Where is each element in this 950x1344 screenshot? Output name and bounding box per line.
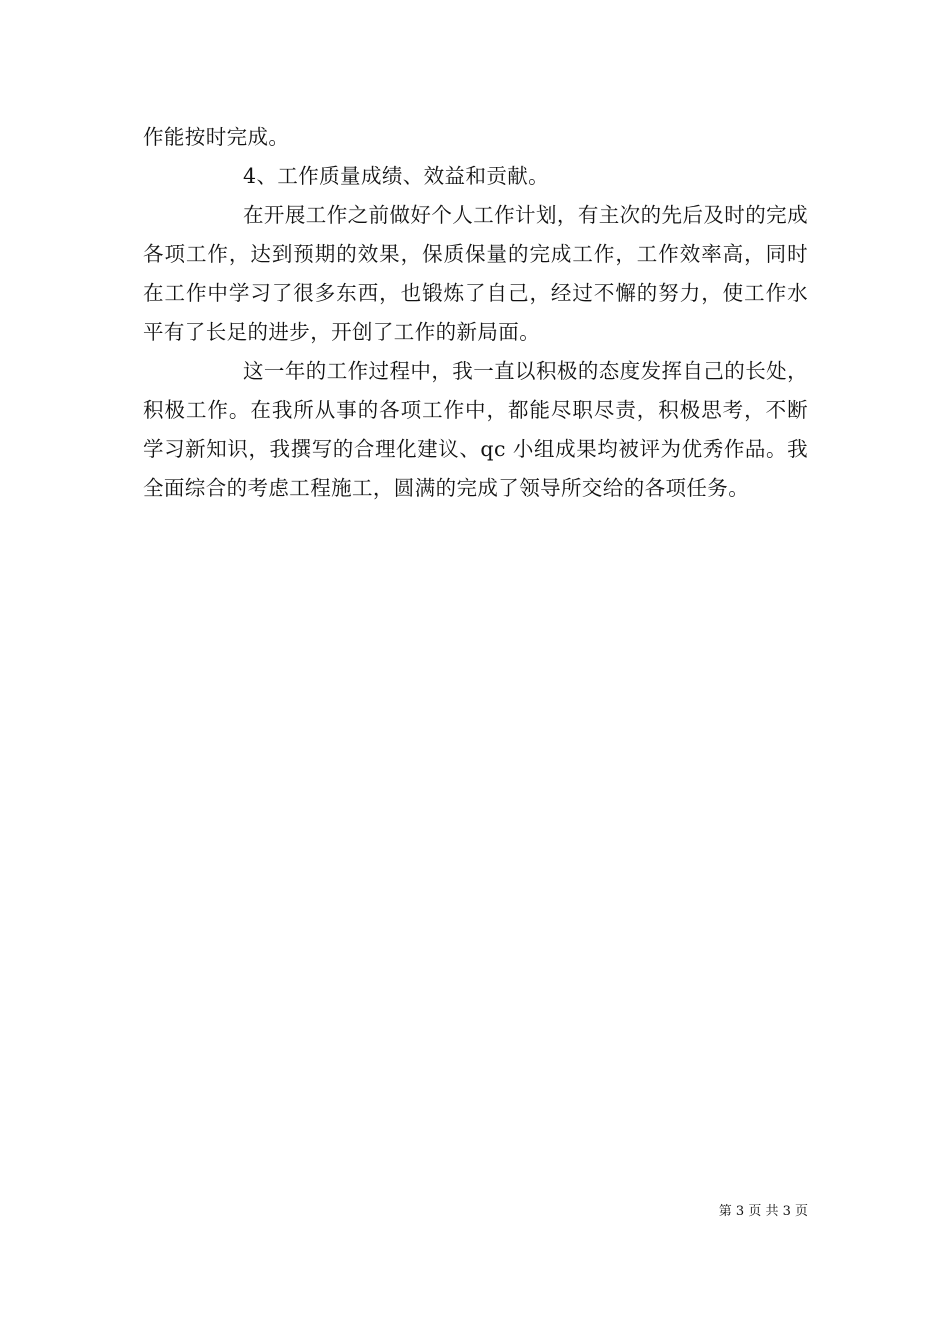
document-body xyxy=(143,118,808,508)
section-heading: 4、工作质量成绩、效益和贡献。 xyxy=(243,164,550,188)
paragraph-continuation: 作能按时完成。 xyxy=(143,125,290,149)
paragraph-year-summary: 这一年的工作过程中，我一直以积极的态度发挥自己的长处，积极工作。在我所从事的各项工作中，都能尽职尽责，积极思考，不断学习新知识，我撰写的合理化建议、qc 小组成果均被评为优秀作品。我全面综合的考虑工程施工，圆满的完成了领导所交给的各项任务。 xyxy=(143,359,808,500)
paragraph-work-plan: 在开展工作之前做好个人工作计划，有主次的先后及时的完成各项工作，达到预期的效果，保质保量的完成工作，工作效率高，同时在工作中学习了很多东西，也锻炼了自己，经过不懈的努力，使工作水平有了长足的进步，开创了工作的新局面。 xyxy=(143,203,808,344)
page-number-footer: 第 3 页 共 3 页 xyxy=(718,1204,808,1219)
